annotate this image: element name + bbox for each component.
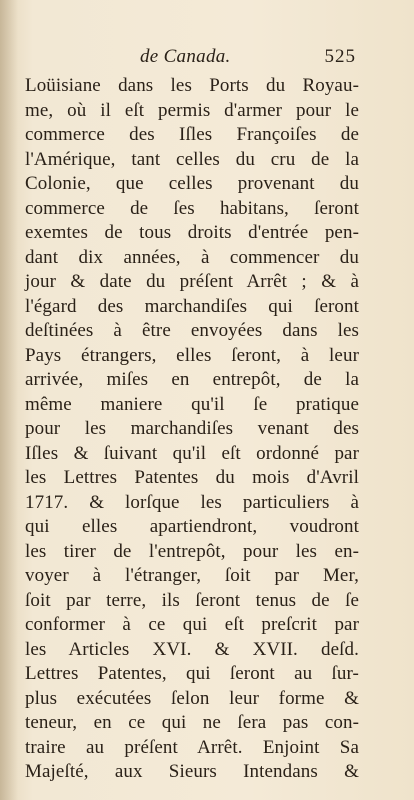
text-line: teneur, en ce qui ne ſera pas con- <box>25 712 359 733</box>
text-line: me, où il eſt permis d'armer pour le <box>25 99 359 121</box>
text-line: Pays étrangers, elles ſeront, à leur <box>25 344 359 366</box>
text-line: voyer à l'étranger, ſoit par Mer, <box>25 565 359 586</box>
text-line: Majeſté, aux Sieurs Intendans & <box>25 761 359 782</box>
text-line: exemtes de tous droits d'entrée pen- <box>25 222 359 243</box>
text-line: conformer à ce qui eſt preſcrit par <box>25 614 359 635</box>
text-line: l'Amérique, tant celles du cru de la <box>25 148 359 170</box>
text-line: Colonie, que celles provenant du <box>25 173 359 194</box>
text-line: jour & date du préſent Arrêt ; & à <box>25 271 359 292</box>
text-line: plus exécutées ſelon leur forme & <box>25 687 359 709</box>
text-line: qui elles apartiendront, voudront <box>25 516 359 537</box>
text-line: pour les marchandiſes venant des <box>25 418 359 439</box>
text-line: arrivée, miſes en entrepôt, de la <box>25 369 359 390</box>
text-line: commerce de ſes habitans, ſeront <box>25 197 359 219</box>
body-text <box>25 74 359 785</box>
text-line: ſoit par terre, ils ſeront tenus de ſe <box>25 589 359 611</box>
text-line: Lettres Patentes, qui ſeront au ſur- <box>25 663 359 684</box>
text-line: l'égard des marchandiſes qui ſeront <box>25 295 359 317</box>
text-line: les Lettres Patentes du mois d'Avril <box>25 467 359 488</box>
running-head: de Canada. <box>140 46 231 67</box>
gutter-shadow <box>0 0 18 800</box>
text-line: Loüisiane dans les Ports du Royau- <box>25 75 359 96</box>
page-header <box>140 46 356 70</box>
text-line: les Articles XVI. & XVII. deſd. <box>25 638 359 660</box>
text-line: même maniere qu'il ſe pratique <box>25 393 359 415</box>
text-line: commerce des Iſles Françoiſes de <box>25 124 359 145</box>
text-line: 1717. & lorſque les particuliers à <box>25 491 359 513</box>
page-number: 525 <box>324 46 356 67</box>
text-line: Iſles & ſuivant qu'il eſt ordonné par <box>25 442 359 464</box>
text-line: les tirer de l'entrepôt, pour les en- <box>25 540 359 562</box>
text-line: traire au préſent Arrêt. Enjoint Sa <box>25 736 359 758</box>
text-line: deſtinées à être envoyées dans les <box>25 320 359 341</box>
text-line: dant dix années, à commencer du <box>25 246 359 268</box>
